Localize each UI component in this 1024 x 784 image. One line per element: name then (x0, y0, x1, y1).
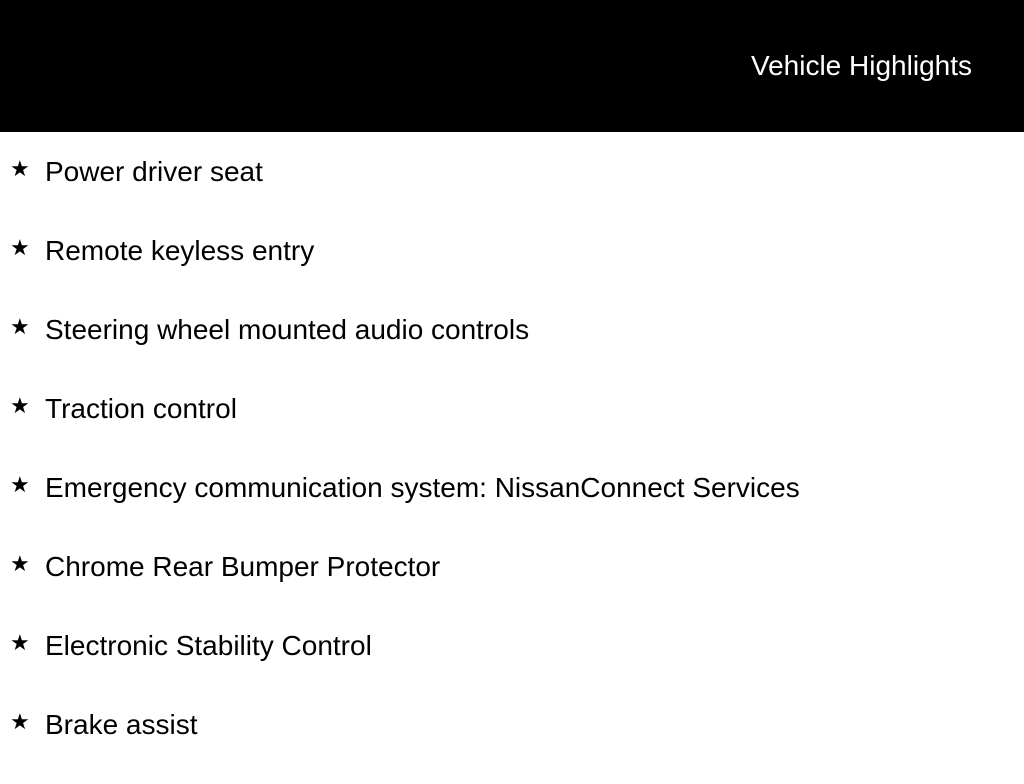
list-item (0, 547, 1024, 626)
page-title: Vehicle Highlights (750, 50, 972, 81)
header-bar (0, 0, 1024, 132)
list-item (0, 310, 1024, 389)
star-icon: ★ (10, 393, 30, 418)
star-icon: ★ (10, 235, 30, 260)
star-icon: ★ (10, 630, 30, 655)
highlights-list (0, 152, 1024, 784)
star-icon: ★ (10, 472, 30, 497)
highlight-label: Electronic Stability Control (45, 630, 372, 661)
list-item (0, 152, 1024, 231)
star-icon: ★ (10, 709, 30, 734)
star-icon: ★ (10, 156, 30, 181)
list-item (0, 389, 1024, 468)
list-item (0, 705, 1024, 784)
list-item (0, 468, 1024, 547)
highlight-label: Chrome Rear Bumper Protector (45, 551, 441, 582)
highlight-label: Traction control (45, 393, 237, 424)
highlight-label: Power driver seat (45, 156, 263, 187)
highlight-label: Emergency communication system: NissanConnect Services (45, 472, 800, 503)
list-item (0, 626, 1024, 705)
star-icon: ★ (10, 314, 30, 339)
highlight-label: Remote keyless entry (45, 235, 315, 266)
highlight-label: Brake assist (45, 709, 198, 740)
star-icon: ★ (10, 551, 30, 576)
highlight-label: Steering wheel mounted audio controls (45, 314, 530, 345)
list-item (0, 231, 1024, 310)
